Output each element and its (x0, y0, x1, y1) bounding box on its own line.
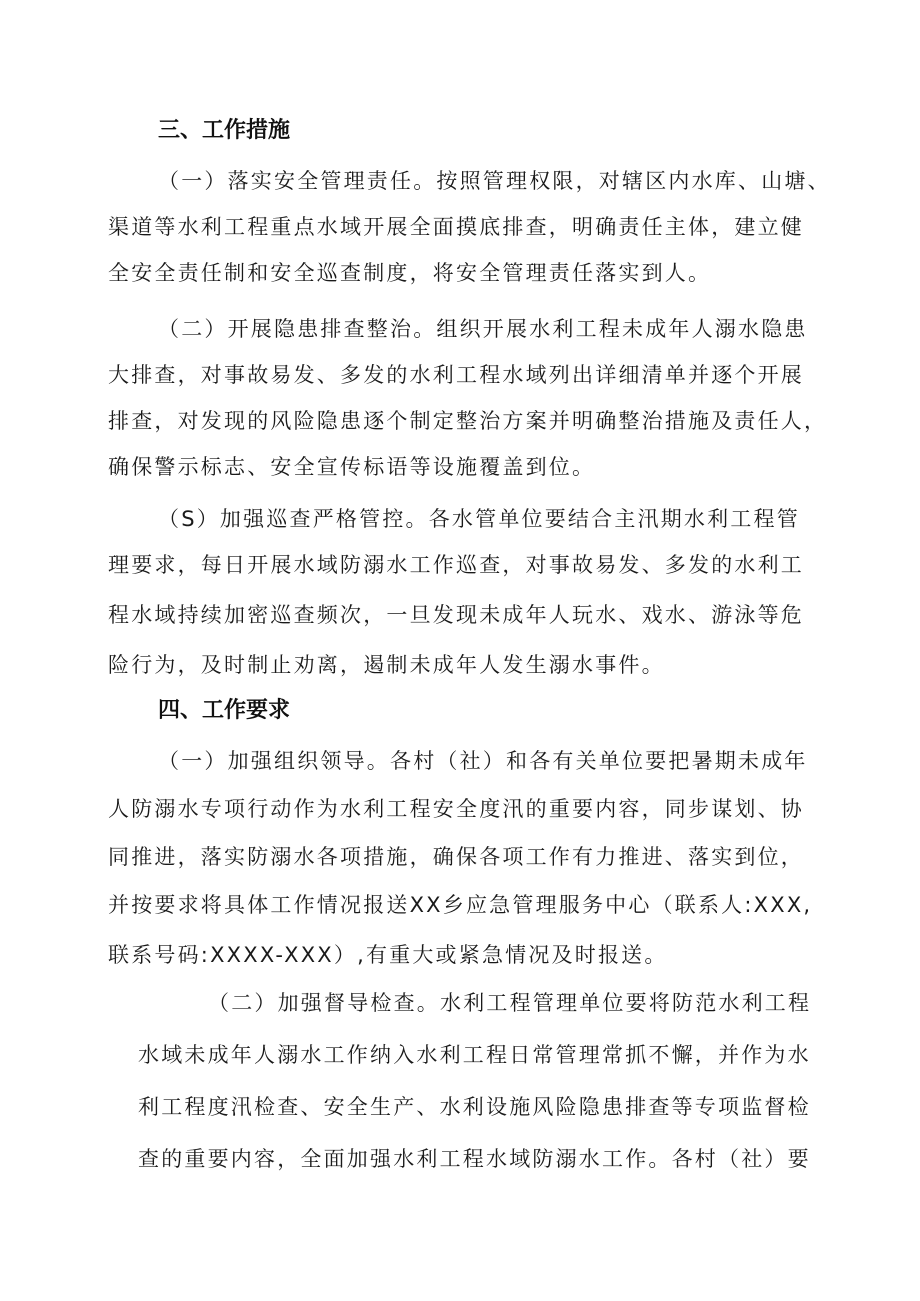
paragraph-line: （二）开展隐患排查整治。组织开展水利工程未成年人溺水隐患 (158, 317, 808, 341)
paragraph-line: 人防溺水专项行动作为水利工程安全度汛的重要内容，同步谋划、协 (108, 797, 804, 821)
paragraph-line: （S）加强巡查严格管控。各水管单位要结合主汛期水利工程管 (158, 507, 800, 531)
paragraph-line: 水域未成年人溺水工作纳入水利工程日常管理常抓不懈，并作为水 (138, 1043, 811, 1067)
paragraph-line: 确保警示标志、安全宣传标语等设施覆盖到位。 (108, 455, 596, 479)
paragraph-line: 查的重要内容，全面加强水利工程水域防溺水工作。各村（社）要 (138, 1147, 811, 1171)
paragraph-line: 渠道等水利工程重点水域开展全面摸底排查，明确责任主体，建立健 (108, 215, 804, 239)
paragraph-line: 险行为，及时制止劝离，遏制未成年人发生溺水事件。 (108, 653, 665, 677)
paragraph-line: （一）落实安全管理责任。按照管理权限，对辖区内水库、山塘、 (158, 169, 831, 193)
paragraph-line: （二）加强督导检查。水利工程管理单位要将防范水利工程 (208, 991, 812, 1015)
paragraph-line: 理要求，每日开展水域防溺水工作巡查，对事故易发、多发的水利工 (108, 553, 804, 577)
paragraph-line: 大排查，对事故易发、多发的水利工程水域列出详细清单并逐个开展 (108, 363, 804, 387)
paragraph-line: 联系号码:XXXX-XXX）,有重大或紧急情况及时报送。 (108, 943, 668, 967)
section-heading-measures: 三、工作措施 (158, 118, 291, 143)
paragraph-line: 利工程度汛检查、安全生产、水利设施风险隐患排查等专项监督检 (138, 1095, 811, 1119)
paragraph-line: 排查，对发现的风险隐患逐个制定整治方案并明确整治措施及责任人， (108, 409, 828, 433)
paragraph-line: 同推进，落实防溺水各项措施，确保各项工作有力推进、落实到位， (108, 845, 804, 869)
paragraph-line: 程水域持续加密巡查频次，一旦发现未成年人玩水、戏水、游泳等危 (108, 603, 804, 627)
paragraph-line: （一）加强组织领导。各村（社）和各有关单位要把暑期未成年 (158, 749, 808, 773)
paragraph-line: 并按要求将具体工作情况报送XX乡应急管理服务中心（联系人:XXX, (108, 893, 813, 917)
paragraph-line: 全安全责任制和安全巡查制度，将安全管理责任落实到人。 (108, 261, 712, 285)
section-heading-requirements: 四、工作要求 (158, 698, 291, 723)
